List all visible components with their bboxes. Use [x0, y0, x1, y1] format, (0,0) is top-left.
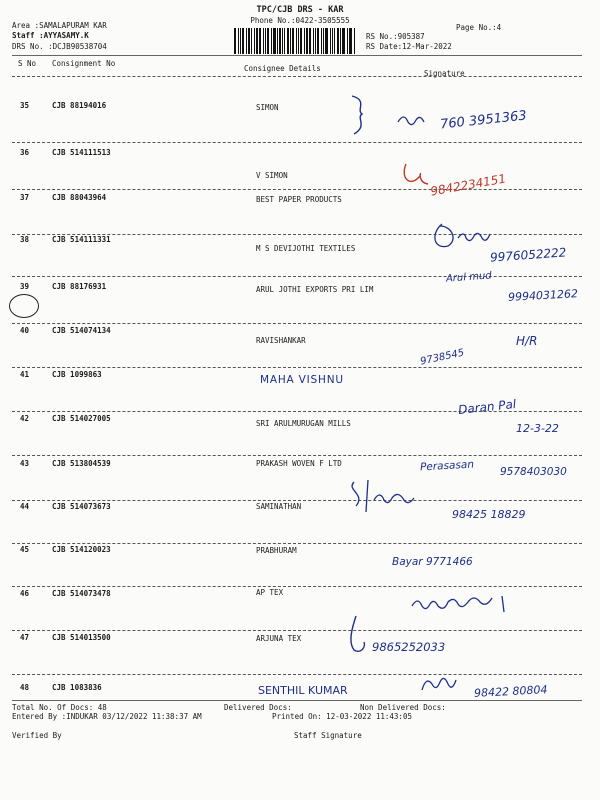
barcode-bar [349, 28, 350, 54]
delivered-docs: Delivered Docs: [224, 703, 292, 712]
barcode-bar [347, 28, 348, 54]
row-consignment-number: CJB 1099863 [52, 370, 102, 379]
rs-date: RS Date:12-Mar-2022 [366, 42, 452, 51]
barcode-bar [282, 28, 283, 54]
barcode-bar [309, 28, 312, 54]
barcode-bar [267, 28, 269, 54]
row-consignment-number: CJB 514074134 [52, 326, 111, 335]
handwritten-name-48: SENTHIL KUMAR [258, 684, 348, 697]
phone-number: Phone No.:0422-3505555 [250, 16, 350, 25]
barcode-bar [332, 28, 333, 54]
barcode-bar [323, 28, 324, 54]
barcode-bar [246, 28, 247, 54]
row-sno: 43 [20, 459, 30, 468]
row-consignment-number: CJB 514120023 [52, 545, 111, 554]
handwritten-phone-45: 98425 18829 [452, 508, 526, 521]
barcode-bar [337, 28, 339, 54]
barcode-bar [290, 28, 291, 54]
printed-on: Printed On: 12-03-2022 11:43:05 [272, 712, 412, 721]
row-consignee-name: AP TEX [256, 588, 284, 597]
handwritten-name-46: Bayar 9771466 [392, 556, 473, 568]
column-sno: S No [18, 59, 37, 68]
row-40-circle-mark [9, 294, 39, 318]
barcode-bar [354, 28, 355, 54]
row-consignment-number: CJB 1083836 [52, 683, 102, 692]
footer-rule [12, 700, 582, 701]
row-divider [12, 367, 582, 368]
row-consignment-number: CJB 88043964 [52, 193, 107, 202]
barcode-bar [271, 28, 272, 54]
barcode-bar [334, 28, 335, 54]
row-consignee-name: ARJUNA TEX [256, 634, 302, 643]
row-consignment-number: CJB 88194016 [52, 101, 107, 110]
page-number: Page No.:4 [456, 23, 502, 32]
row-consignee-name: SIMON [256, 103, 279, 112]
row-sno: 45 [20, 545, 30, 554]
barcode-bar [263, 28, 264, 54]
barcode-bar [306, 28, 308, 54]
barcode-bar [273, 28, 276, 54]
handwritten-name-43: Daran Pal [457, 396, 517, 418]
signature-45 [344, 476, 440, 522]
column-rule [12, 76, 582, 77]
document-title: TPC/CJB DRS - KAR [256, 5, 344, 15]
row-sno: 40 [20, 326, 30, 335]
barcode-bar [325, 28, 328, 54]
barcode-bar [330, 28, 332, 54]
row-divider [12, 189, 582, 190]
row-consignee-name: SAMINATHAN [256, 502, 302, 511]
barcode-bar [313, 28, 314, 54]
row-divider [12, 543, 582, 544]
row-sno: 42 [20, 414, 30, 423]
barcode-bar [279, 28, 281, 54]
verified-by: Verified By [12, 731, 62, 740]
handwritten-name-42: MAHA VISHNU [260, 374, 344, 386]
row-sno: 36 [20, 148, 30, 157]
row-sno: 39 [20, 282, 30, 291]
barcode-bar [292, 28, 295, 54]
barcode-bar [321, 28, 322, 54]
barcode-bar [298, 28, 299, 54]
barcode-bar [350, 28, 352, 54]
row-consignment-number: CJB 514111331 [52, 235, 111, 244]
handwritten-hr-41: H/R [516, 334, 538, 348]
barcode-bar [265, 28, 266, 54]
barcode-bar [300, 28, 302, 54]
area-label: Area :SAMALAPURAM KAR [12, 21, 107, 30]
barcode-bar [240, 28, 241, 54]
handwritten-phone-40: 9994031262 [507, 287, 579, 304]
row-divider [12, 142, 582, 143]
row-consignment-number: CJB 514111513 [52, 148, 111, 157]
row-consignment-number: CJB 514073478 [52, 589, 111, 598]
row-divider [12, 323, 582, 324]
row-consignment-number: CJB 88176931 [52, 282, 107, 291]
handwritten-phone-44: 9578403030 [500, 466, 567, 478]
handwritten-phone-42: 9738545 [419, 347, 466, 368]
row-sno: 47 [20, 633, 30, 642]
column-signature: Signature [424, 69, 465, 78]
row-divider [12, 674, 582, 675]
handwritten-phone-37: 9842234151 [429, 171, 507, 199]
barcode-bar [277, 28, 278, 54]
handwritten-date-43: 12-3-22 [516, 422, 559, 435]
barcode-bar [317, 28, 319, 54]
handwritten-phone-47: 9865252033 [372, 640, 446, 654]
barcode [234, 28, 356, 54]
column-consignment: Consignment No [52, 59, 116, 68]
row-sno: 38 [20, 235, 30, 244]
row-consignee-name: PRAKASH WOVEN F LTD [256, 459, 342, 468]
row-consignee-name: BEST PAPER PRODUCTS [256, 195, 342, 204]
drs-number: DRS No. :DCJB90538704 [12, 42, 107, 51]
barcode-bar [251, 28, 252, 54]
barcode-bar [342, 28, 345, 54]
row-sno: 48 [20, 683, 30, 692]
signature-38 [428, 218, 498, 252]
row-divider [12, 500, 582, 501]
row-divider [12, 586, 582, 587]
barcode-bar [304, 28, 305, 54]
row-consignee-name: M S DEVIJOTHI TEXTILES [256, 244, 356, 253]
barcode-bar [254, 28, 255, 54]
signature-48 [418, 672, 458, 698]
handwritten-phone-36: 760 3951363 [439, 108, 528, 133]
header-rule [12, 55, 582, 56]
barcode-bar [256, 28, 258, 54]
barcode-bar [315, 28, 316, 54]
handwritten-phone-39: 9976052222 [489, 245, 567, 265]
signature-47-mark [344, 612, 374, 658]
total-docs: Total No. Of Docs: 48 [12, 703, 107, 712]
column-consignee: Consignee Details [244, 64, 321, 73]
row-consignment-number: CJB 513804539 [52, 459, 111, 468]
row-consignee-name: V SIMON [256, 171, 288, 180]
staff-label: Staff :AYYASAMY.K [12, 31, 89, 40]
entered-by: Entered By :INDUKAR 03/12/2022 11:38:37 AM [12, 712, 202, 721]
barcode-bar [248, 28, 250, 54]
row-sno: 35 [20, 101, 30, 110]
row-consignee-name: PRABHURAM [256, 546, 297, 555]
row-divider [12, 276, 582, 277]
handwritten-name-39: Arul mud [445, 270, 493, 285]
barcode-bar [296, 28, 297, 54]
row-sno: 44 [20, 502, 30, 511]
row-divider [12, 455, 582, 456]
row-consignment-number: CJB 514027005 [52, 414, 111, 423]
barcode-bar [238, 28, 239, 54]
barcode-bar [259, 28, 262, 54]
non-delivered-docs: Non Delivered Docs: [360, 703, 446, 712]
barcode-bar [242, 28, 245, 54]
handwritten-name-44: Perasasan [419, 458, 475, 474]
barcode-bar [287, 28, 289, 54]
signature-47 [408, 592, 528, 616]
row-divider [12, 630, 582, 631]
row-sno: 46 [20, 589, 30, 598]
row-consignment-number: CJB 514013500 [52, 633, 111, 642]
rs-number: RS No.:905387 [366, 32, 425, 41]
staff-signature: Staff Signature [294, 731, 362, 740]
row-sno: 41 [20, 370, 30, 379]
row-sno: 37 [20, 193, 30, 202]
row-consignee-name: SRI ARULMURUGAN MILLS [256, 419, 351, 428]
barcode-bar [340, 28, 341, 54]
row-consignee-name: ARUL JOTHI EXPORTS PRI LIM [256, 285, 374, 294]
row-consignee-name: RAVISHANKAR [256, 336, 306, 345]
handwritten-phone-48: 98422 80804 [473, 683, 548, 700]
row-consignment-number: CJB 514073673 [52, 502, 111, 511]
barcode-bar [234, 28, 236, 54]
barcode-bar [284, 28, 285, 54]
